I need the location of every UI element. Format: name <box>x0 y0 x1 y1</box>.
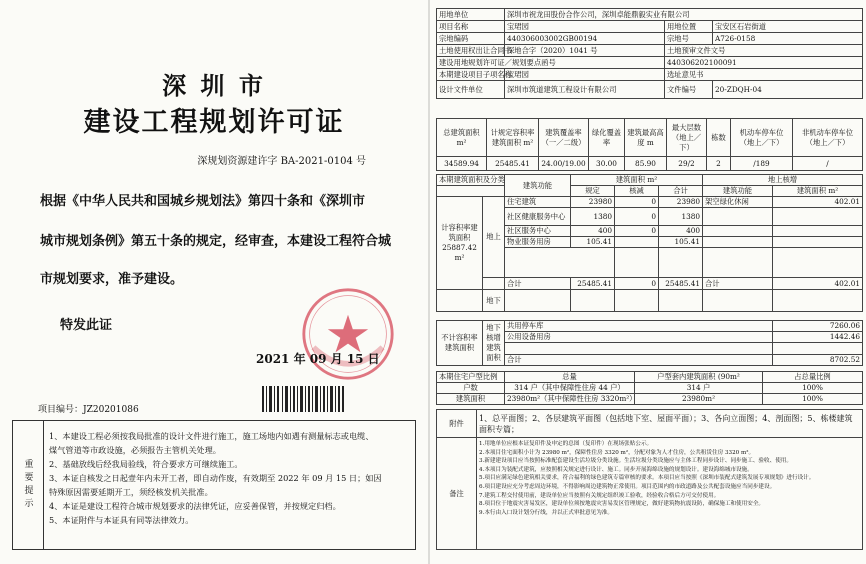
area-core-func: 建筑功能 <box>703 186 773 197</box>
certificate-title: 建设工程规划许可证 <box>83 107 345 138</box>
area-breakdown-table <box>436 174 863 312</box>
area-row-value: 0 <box>615 197 659 208</box>
nonfar-sum-value: 8702.52 <box>773 355 863 366</box>
metric-value: / <box>793 157 863 171</box>
note-line: 煤气管道等市政设施，必须报告主管机关处理。 <box>49 445 221 455</box>
metric-value: /189 <box>731 157 793 171</box>
project-info-table <box>436 8 863 99</box>
area-row-name: 社区服务中心 <box>505 226 571 237</box>
cell-value: 深圳市祝龙田股份合作公司，深圳卓能鼎毅实业有限公司 <box>505 9 863 21</box>
metric-value: 24.00/19.00 <box>539 157 589 171</box>
permit-detail-page <box>430 0 866 564</box>
cell-value: 深地合字（2020）1041 号 <box>505 45 665 57</box>
metric-header: 计规定容积率建筑面积 m² <box>487 119 539 157</box>
area-core-value: 402.01 <box>773 197 863 208</box>
project-number: 项目编号：JZ20201086 <box>38 405 139 415</box>
metrics-table <box>436 118 863 171</box>
cell-label: 设计文件单位 <box>437 81 505 99</box>
certificate-number: 深规划资源建许字 BA-2021-0104 号 <box>197 156 366 167</box>
metric-header: 最大层数（地上／下） <box>667 119 707 157</box>
nonfar-area-table <box>436 320 863 366</box>
metric-value: 29/2 <box>667 157 707 171</box>
nonfar-row-value: 7260.06 <box>773 321 863 332</box>
note-line: 4、本证是建设工程符合城市规划要求的法律凭证，应妥善保管，并按规定归档。 <box>49 501 341 511</box>
sum-label: 合计 <box>505 278 571 290</box>
area-row-value: 105.41 <box>571 237 615 248</box>
cell-label: 选址意见书 <box>665 69 863 81</box>
area-core-name: 架空绿化休闲 <box>703 197 773 208</box>
note-line: 1、本建设工程必须按我局批准的设计文件进行施工，施工场地内如遇有测量标志或电缆、 <box>49 431 374 441</box>
cell-value: A726-0158 <box>713 33 863 45</box>
nonfar-sum-label: 合计 <box>505 355 773 366</box>
housing-row-small: 23980m² <box>635 394 763 405</box>
remark-line: 9.本行由入口设计划分行线，并以正式审批意见为准。 <box>479 509 613 516</box>
area-row-name: 物业服务用房 <box>505 237 571 248</box>
sum-value: 0 <box>615 278 659 290</box>
metric-value: 25485.41 <box>487 157 539 171</box>
cell-label: 建设用地规划许可证／规划要点函号 <box>437 57 665 69</box>
housing-col: 占总量比例 <box>763 372 863 383</box>
important-notes-box <box>12 420 416 550</box>
certificate-body-line-1: 根据《中华人民共和国城乡规划法》第四十条和《深圳市 <box>40 194 366 209</box>
housing-row-ratio: 100% <box>763 383 863 394</box>
area-row-value: 23980 <box>659 197 703 208</box>
metric-header: 机动车停车位（地上／下） <box>731 119 793 157</box>
sum-label: 合计 <box>703 278 773 290</box>
area-total-header: 建筑面积 m² <box>571 175 703 186</box>
note-line: 2、基础放线后经我局验线，符合要求方可继续施工。 <box>49 459 243 469</box>
notes-list <box>49 429 411 527</box>
cell-value: 深圳市筑道建筑工程设计有限公司 <box>505 81 665 99</box>
remark-line: 3.新建建设项目应当按照标准配套建设生活垃圾分类设施。生活垃圾分类设施应与主体工程同步设计、同步施工、验收、使用。 <box>479 458 792 465</box>
metric-header: 建筑最高高度 m <box>625 119 667 157</box>
metric-header: 建筑覆盖率（一／二级） <box>539 119 589 157</box>
metric-value: 30.00 <box>589 157 625 171</box>
cell-label: 土地预审文件文号 <box>665 45 863 57</box>
area-row-value: 1380 <box>659 208 703 226</box>
area-col: 核减 <box>615 186 659 197</box>
metric-header: 栋数 <box>707 119 731 157</box>
special-issue-text: 特发此证 <box>60 318 113 333</box>
sum-value: 25485.41 <box>659 278 703 290</box>
cell-value: 宝珺园 <box>505 21 665 33</box>
remark-line: 6.项目建设应充分考虑周边环境，不得影响周边建筑物正常使用。项目范围内的市政道路及公共配套设施应当同步建设。 <box>479 483 776 490</box>
area-row-value: 105.41 <box>659 237 703 248</box>
above-label: 地上 <box>483 197 505 278</box>
remark-line: 1.用地单位应根本证复印件及申定的总图（复印件）在现场张贴公示。 <box>479 441 653 447</box>
cell-value: 宝安区石岩街道 <box>713 21 863 33</box>
remark-line: 4.本项目为装配式建筑，应按照相关规定进行设计、施工。同步开展海绵设施的规划设计。建设海绵城市设施。 <box>479 466 753 473</box>
area-row-value: 23980 <box>571 197 615 208</box>
certificate-body-line-2: 城市规划条例》第五十条的规定，经审查，本建设工程符合城 <box>40 234 392 249</box>
area-row-name: 社区健康服务中心 <box>505 208 571 226</box>
far-label: 计容积率建筑面积 25887.42 m² <box>437 197 483 290</box>
housing-row-total: 23980m²（其中保障性住房 3320m²） <box>505 394 635 405</box>
area-row-name: 住宅建筑 <box>505 197 571 208</box>
nonfar-label: 不计容积率建筑面积 <box>437 321 483 366</box>
cell-label: 文件编号 <box>665 81 713 99</box>
cell-label: 用地位置 <box>665 21 713 33</box>
metric-header: 非机动车停车位（地上／下） <box>793 119 863 157</box>
housing-label: 本期住宅户型比例 <box>437 372 505 383</box>
metric-header: 总建筑面积 m² <box>437 119 487 157</box>
cell-label: 本期建设项目子项名称 <box>437 69 505 81</box>
metric-value: 34589.94 <box>437 157 487 171</box>
cell-value: 440306202100091 <box>665 57 863 69</box>
certificate-body-line-3: 市规划要求，准予建设。 <box>40 272 184 287</box>
area-row-value: 400 <box>571 226 615 237</box>
area-row-value: 0 <box>615 208 659 226</box>
below-label: 地下 <box>483 290 505 312</box>
housing-row-total: 314 户（其中保障性住房 44 户） <box>505 383 635 394</box>
permit-certificate-page <box>0 0 428 564</box>
cell-value: 20-ZDQH-04 <box>713 81 863 99</box>
metric-header: 绿化覆盖率 <box>589 119 625 157</box>
cell-label: 用地单位 <box>437 9 505 21</box>
nonfar-below-label: 地下核增建筑面积 <box>483 321 505 366</box>
nonfar-row-value: 1442.46 <box>773 332 863 343</box>
remark-line: 8.项目位于地震灾害易发区，建设单位须按地震灾害易发区管理规定，做好建筑物抗震设防，确保施工和使用安全。 <box>479 501 765 508</box>
housing-ratio-table <box>436 371 863 405</box>
sum-value: 25485.41 <box>571 278 615 290</box>
area-row-value <box>615 237 659 248</box>
note-line: 特殊原因需要延期开工，须经核发机关批准。 <box>49 487 213 497</box>
barcode-icon <box>262 386 346 412</box>
area-core-header: 地上核增 <box>703 175 863 186</box>
metric-value: 85.90 <box>625 157 667 171</box>
nonfar-row-name: 共用停车库 <box>505 321 773 332</box>
cell-label: 宗地编码 <box>437 33 505 45</box>
nonfar-row-name: 公用设备用房 <box>505 332 773 343</box>
note-line: 5、本证附件与本证具有同等法律效力。 <box>49 515 194 525</box>
certificate-city: 深 圳 市 <box>162 71 266 100</box>
cell-value: 440306003002GB00194 <box>505 33 665 45</box>
remarks-list <box>477 438 863 550</box>
housing-col: 户型套内建筑面积 (90m² <box>635 372 763 383</box>
housing-row-label: 户数 <box>437 383 505 394</box>
area-core-area: 建筑面积 m² <box>773 186 863 197</box>
area-col: 合计 <box>659 186 703 197</box>
notes-label: 重要提示 <box>13 421 44 549</box>
cell-label: 宗地号 <box>665 33 713 45</box>
official-seal <box>300 286 396 382</box>
area-row-value: 1380 <box>571 208 615 226</box>
attach-text: 1、总平面图；2、各层建筑平面图（包括地下室、屋面平面）；3、各向立面图；4、剖面图；5、栋楼建筑面积专篇； <box>477 410 863 438</box>
metric-value: 2 <box>707 157 731 171</box>
area-row-value: 0 <box>615 226 659 237</box>
area-func-header: 建筑功能 <box>505 175 571 197</box>
housing-row-label: 建筑面积 <box>437 394 505 405</box>
cell-value: 宝珺园 <box>505 69 665 81</box>
remark-line: 5.项目应满足绿色建筑相关要求，符合福利的绿色建筑专篇审核的要求。本项目应当按照《深圳市装配式建筑发展专项规划》进行设计。 <box>479 475 815 482</box>
note-line: 3、本证自核发之日起壹年内未开工者，即自动作废，有效期至 2022 年 09 月 15 日；如因 <box>49 473 382 483</box>
housing-col: 总量 <box>505 372 635 383</box>
housing-row-ratio: 100% <box>763 394 863 405</box>
area-col: 规定 <box>571 186 615 197</box>
attach-label: 附件 <box>437 410 477 438</box>
housing-row-small: 314 户 <box>635 383 763 394</box>
remarks-label: 备注 <box>437 438 477 550</box>
issue-date: 2021 年 09 月 15 日 <box>256 352 380 366</box>
cell-label: 项目名称 <box>437 21 505 33</box>
sum-value: 402.01 <box>773 278 863 290</box>
remark-line: 7.建筑工程交付使用前，建设单位应当按照有关规定组织竣工验收，经验收合格后方可交付使用。 <box>479 492 720 499</box>
area-row-value: 400 <box>659 226 703 237</box>
attachments-table <box>436 409 863 550</box>
remark-line: 2.本项目住宅面积小计为 23980 m²，保障性住房 3320 m²，分配对象为人才住房，公共租赁住房 3320 m²。 <box>479 449 755 456</box>
area-header: 本期建筑面积及分类 <box>437 175 505 186</box>
cell-label: 土地使用权出让合同书 <box>437 45 505 57</box>
